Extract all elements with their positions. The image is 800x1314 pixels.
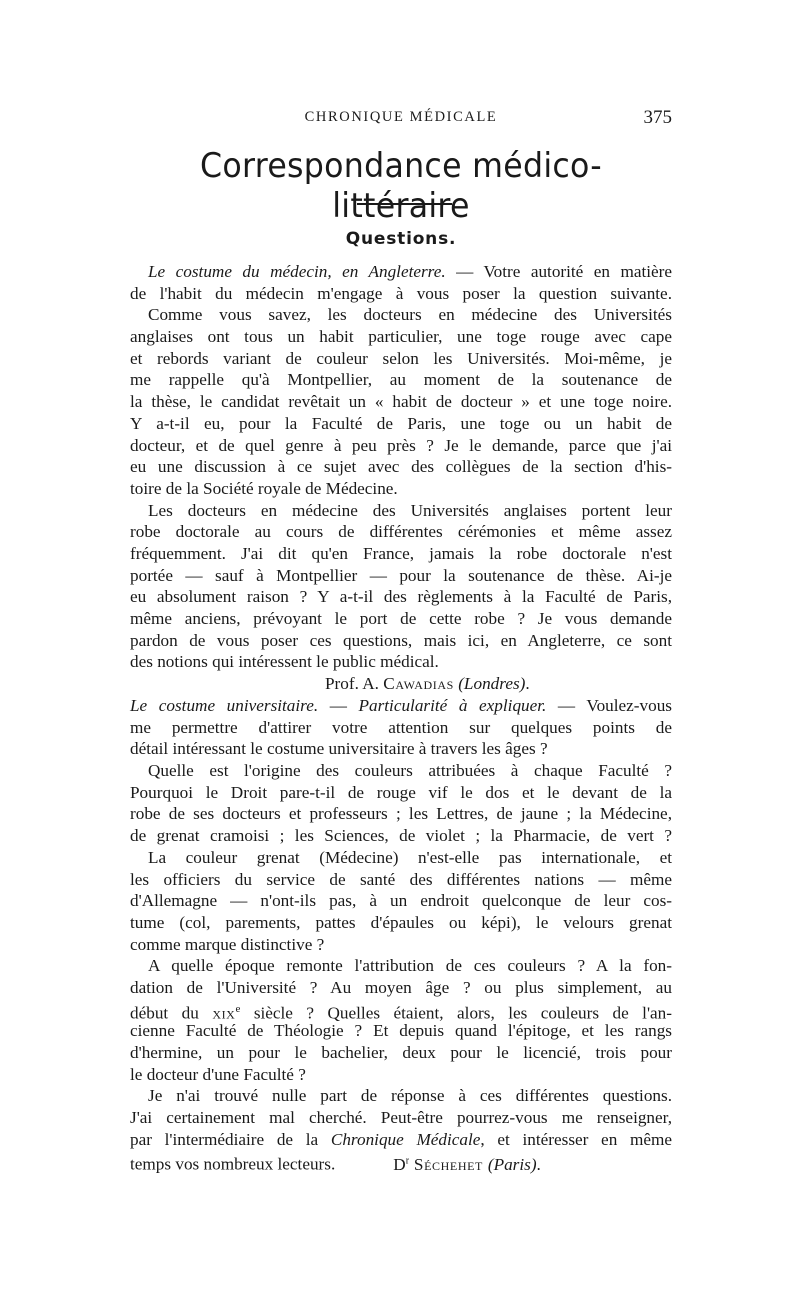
article-line: temps vos nombreux lecteurs. $D^r$ Séchehet (Paris). bbox=[130, 1155, 541, 1175]
article-line: Pourquoi le Droit pare-t-il de rouge vif le dos et le devant de la bbox=[130, 782, 672, 802]
page-number: 375 bbox=[643, 107, 672, 128]
article-line: Les docteurs en médecine des Universités anglaises portent leur bbox=[148, 500, 672, 520]
article-line: cienne Faculté de Théologie ? Et depuis quand l'épitoge, et les rangs bbox=[130, 1021, 672, 1041]
article-line: le docteur d'une Faculté ? bbox=[130, 1064, 306, 1084]
article-line: portée — sauf à Montpellier — pour la soutenance de thèse. Ai-je bbox=[130, 565, 672, 585]
section-title: Correspondance médico-littéraire bbox=[200, 146, 602, 226]
article-line: docteur, et de quel genre à peu près ? Je le demande, parce que j'ai bbox=[130, 435, 672, 455]
article-line: par l'intermédiaire de la Chronique Médicale, et intéresser en même bbox=[130, 1129, 672, 1149]
article-title: Le costume du médecin, en Angleterre. bbox=[148, 262, 446, 281]
article-line: J'ai certainement mal cherché. Peut-être pourrez-vous me renseigner, bbox=[130, 1108, 672, 1128]
article-line: eu une discussion à ce sujet avec des collègues de la section d'his- bbox=[130, 457, 672, 477]
article-line: fréquemment. J'ai dit qu'en France, jamais la robe doctorale n'est bbox=[130, 543, 672, 563]
article-subtitle: Particularité à expliquer. bbox=[358, 696, 547, 715]
article-line: début du xix$^e$ siècle ? Quelles étaient, alors, les couleurs de l'an- bbox=[130, 1002, 672, 1023]
article-line: Quelle est l'origine des couleurs attribuées à chaque Faculté ? bbox=[148, 761, 672, 781]
article-line: La couleur grenat (Médecine) n'est-elle pas internationale, et bbox=[148, 847, 672, 867]
article-line: de l'habit du médecin m'engage à vous poser la question suivante. bbox=[130, 283, 672, 303]
article-line: les officiers du service de santé des différentes nations — même bbox=[130, 869, 672, 889]
article-line: Je n'ai trouvé nulle part de réponse à ces différentes questions. bbox=[148, 1086, 672, 1106]
article-line: Le costume du médecin, en Angleterre. — Votre autorité en matière bbox=[148, 262, 672, 281]
article-signature: $D^r$ Séchehet (Paris). bbox=[393, 1155, 541, 1175]
article-line: A quelle époque remonte l'attribution de ces couleurs ? A la fon- bbox=[148, 956, 672, 976]
article-line: me rappelle qu'à Montpellier, au moment de la soutenance de bbox=[130, 370, 672, 390]
article-line: toire de la Société royale de Médecine. bbox=[130, 478, 398, 498]
article-line: d'hermine, un pour le bachelier, deux pour le licencié, trois pour bbox=[130, 1043, 672, 1062]
article-line: eu absolument raison ? Y a-t-il des règlements à la Faculté de Paris, bbox=[130, 587, 672, 607]
article-title: Le costume universitaire. bbox=[130, 696, 319, 715]
article-line: et rebords variant de couleur selon les Universités. Moi-même, je bbox=[130, 348, 672, 368]
article-line: Le costume universitaire. — Particularité à expliquer. — Voulez-vous bbox=[130, 696, 672, 715]
article-line: robe doctorale au cours de différentes cérémonies et même assez bbox=[130, 522, 672, 542]
century-numeral: xix bbox=[212, 1003, 236, 1023]
title-divider bbox=[357, 203, 452, 205]
article-line: Comme vous savez, les docteurs en médecine des Universités bbox=[148, 305, 672, 325]
article-line: la thèse, le candidat revêtait un « habit de docteur » et une toge noire. bbox=[130, 392, 672, 412]
article-line: détail intéressant le costume universitaire à travers les âges ? bbox=[130, 739, 548, 759]
article-line: robe de ses docteurs et professeurs ; les Lettres, de jaune ; la Médecine, bbox=[130, 804, 672, 824]
running-header bbox=[130, 107, 672, 131]
article-costume-medecin bbox=[130, 261, 672, 695]
article-line: tume (col, parements, pattes d'épaules ou képi), le velours grenat bbox=[130, 912, 672, 932]
journal-name: Chronique Médicale bbox=[330, 1129, 481, 1149]
article-line: comme marque distinctive ? bbox=[130, 934, 325, 954]
article-line: anglaises ont tous un habit particulier, une toge rouge avec cape bbox=[130, 327, 672, 347]
article-line: d'Allemagne — n'ont-ils pas, à un endroit quelconque de leur cos- bbox=[130, 891, 672, 911]
article-line: Y a-t-il eu, pour la Faculté de Paris, une toge ou un habit de bbox=[130, 413, 672, 433]
article-signature: Prof. A. Cawadias (Londres). bbox=[325, 674, 530, 694]
questions-heading: Questions. bbox=[345, 229, 457, 249]
article-line: pardon de vous poser ces questions, mais ici, en Angleterre, ce sont bbox=[130, 630, 672, 650]
article-line: même anciens, prévoyant le port de cette robe ? Je vous demande bbox=[130, 609, 672, 628]
article-line: de grenat cramoisi ; les Sciences, de violet ; la Pharmacie, de vert ? bbox=[130, 826, 672, 846]
article-line: me permettre d'attirer votre attention sur quelques points de bbox=[130, 717, 672, 737]
article-line: dation de l'Université ? Au moyen âge ? ou plus simplement, au bbox=[130, 977, 672, 997]
article-line: des notions qui intéressent le public médical. bbox=[130, 652, 439, 672]
article-costume-universitaire bbox=[130, 695, 672, 1175]
running-title: CHRONIQUE MÉDICALE bbox=[304, 109, 498, 125]
